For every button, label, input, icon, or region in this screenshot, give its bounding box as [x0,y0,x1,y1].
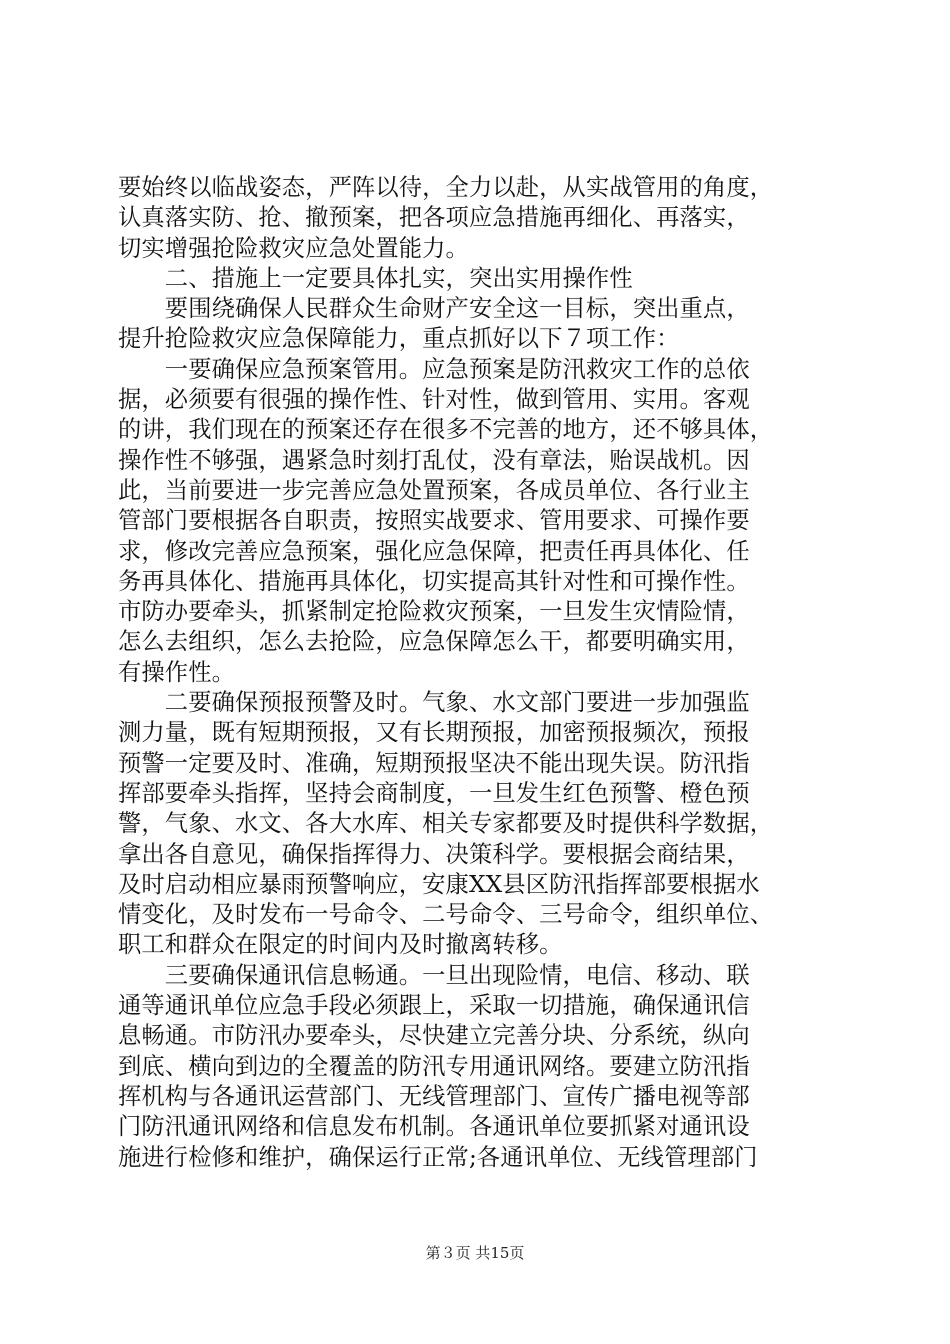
text-line: 一要确保应急预案管用。应急预案是防汛救灾工作的总依 [118,355,750,383]
text-line: 切实增强抢险救灾应急处置能力。 [118,234,469,262]
text-line: 管部门要根据各自职责，按照实战要求、管用要求、可操作要 [118,507,750,535]
text-line: 二要确保预报预警及时。气象、水文部门要进一步加强监 [118,689,750,717]
text-line: 操作性不够强，遇紧急时刻打乱仗，没有章法，贻误战机。因 [118,446,750,474]
text-line: 认真落实防、抢、撤预案，把各项应急措施再细化、再落实， [118,204,750,232]
text-line: 到底、横向到边的全覆盖的防汛专用通讯网络。要建立防汛指 [118,1052,750,1080]
text-line: 二、措施上一定要具体扎实，突出实用操作性 [118,264,633,292]
text-line: 门防汛通讯网络和信息发布机制。各通讯单位要抓紧对通讯设 [118,1113,750,1141]
text-line: 职工和群众在限定的时间内及时撤离转移。 [118,931,563,959]
text-line: 预警一定要及时、准确，短期预报坚决不能出现失误。防汛指 [118,749,750,777]
text-line: 提升抢险救灾应急保障能力，重点抓好以下７项工作： [118,325,680,353]
text-line: 挥部要牵头指挥，坚持会商制度，一旦发生红色预警、橙色预 [118,779,750,807]
body-text [118,173,838,1173]
text-line: 据，必须要有很强的操作性、针对性，做到管用、实用。客观 [118,386,750,414]
text-line: 此，当前要进一步完善应急处置预案，各成员单位、各行业主 [118,476,750,504]
text-line: 怎么去组织，怎么去抢险，应急保障怎么干，都要明确实用， [118,628,750,656]
text-line: 警，气象、水文、各大水库、相关专家都要及时提供科学数据， [118,810,774,838]
text-line: 挥机构与各通讯运营部门、无线管理部门、宣传广播电视等部 [118,1082,750,1110]
text-line: 施进行检修和维护，确保运行正常;各通讯单位、无线管理部门 [118,1143,758,1171]
text-line: 务再具体化、措施再具体化，切实提高其针对性和可操作性。 [118,567,750,595]
text-line: 及时启动相应暴雨预警响应，安康XX县区防汛指挥部要根据水 [118,870,760,898]
text-line: 求，修改完善应急预案，强化应急保障，把责任再具体化、任 [118,537,750,565]
text-line: 息畅通。市防汛办要牵头，尽快建立完善分块、分系统，纵向 [118,1022,750,1050]
text-line: 通等通讯单位应急手段必须跟上，采取一切措施，确保通讯信 [118,992,750,1020]
text-line: 要始终以临战姿态，严阵以待，全力以赴，从实战管用的角度， [118,174,774,201]
text-line: 测力量，既有短期预报，又有长期预报，加密预报频次，预报 [118,719,750,747]
text-line: 拿出各自意见，确保指挥得力、决策科学。要根据会商结果， [118,840,750,868]
page-footer: 第３页 共15页 [425,1244,525,1262]
text-line: 要围绕确保人民群众生命财产安全这一目标，突出重点， [118,295,750,323]
text-line: 有操作性。 [118,658,235,686]
text-line: 情变化，及时发布一号命令、二号命令、三号命令，组织单位、 [118,901,774,929]
text-line: 三要确保通讯信息畅通。一旦出现险情，电信、移动、联 [118,961,750,989]
text-line: 市防办要牵头，抓紧制定抢险救灾预案，一旦发生灾情险情， [118,598,750,626]
text-line: 的讲，我们现在的预案还存在很多不完善的地方，还不够具体， [118,416,774,444]
